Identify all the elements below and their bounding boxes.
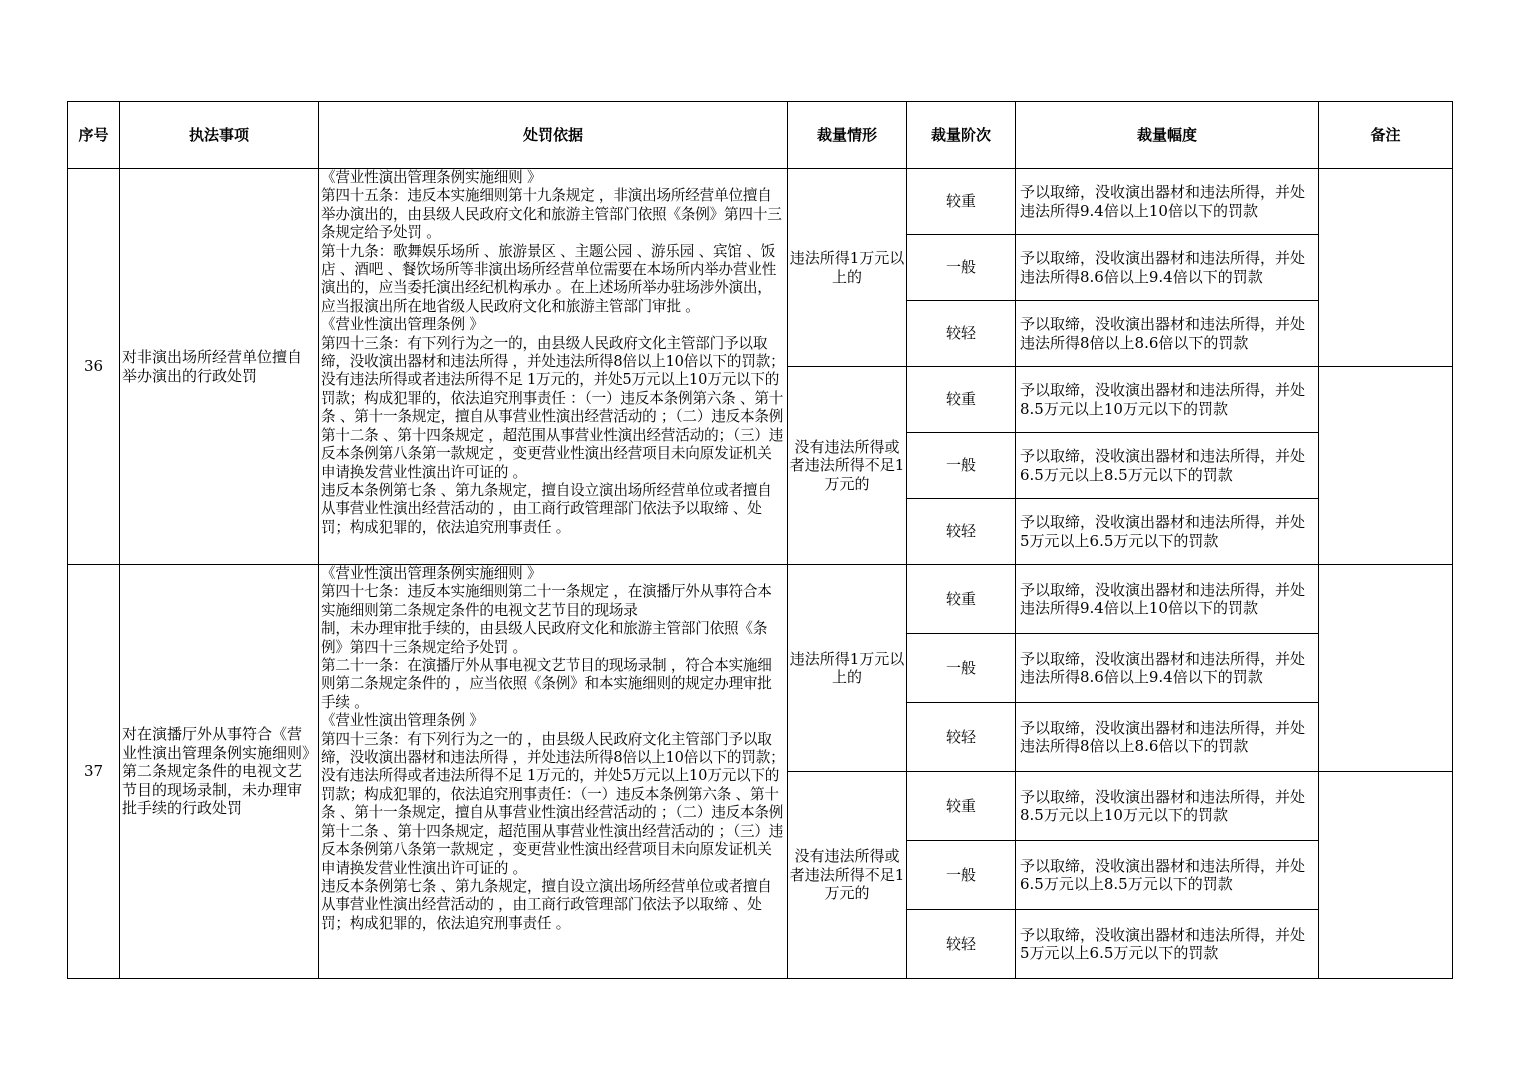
discretion-level: 较轻 [907, 910, 1016, 979]
enforcement-item: 对非演出场所经营单位擅自举办演出的行政处罚 [120, 169, 319, 565]
discretion-range: 予以取缔，没收演出器材和违法所得，并处违法所得9.4倍以上10倍以下的罚款 [1016, 169, 1319, 235]
discretion-range: 予以取缔，没收演出器材和违法所得，并处8.5万元以上10万元以下的罚款 [1016, 367, 1319, 433]
table-row [68, 169, 1453, 235]
header-range: 裁量幅度 [1016, 102, 1319, 169]
table-row [68, 565, 1453, 634]
remarks-cell [1319, 367, 1453, 565]
header-basis: 处罚依据 [319, 102, 788, 169]
discretion-level: 一般 [907, 235, 1016, 301]
discretion-level: 较重 [907, 169, 1016, 235]
discretion-range: 予以取缔，没收演出器材和违法所得，并处5万元以上6.5万元以下的罚款 [1016, 499, 1319, 565]
discretion-situation: 违法所得1万元以上的 [788, 565, 907, 772]
discretion-level: 一般 [907, 634, 1016, 703]
discretion-level: 一般 [907, 841, 1016, 910]
discretion-situation: 没有违法所得或者违法所得不足1万元的 [788, 367, 907, 565]
header-row [68, 102, 1453, 169]
discretion-range: 予以取缔，没收演出器材和违法所得，并处6.5万元以上8.5万元以下的罚款 [1016, 841, 1319, 910]
discretion-range: 予以取缔，没收演出器材和违法所得，并处6.5万元以上8.5万元以下的罚款 [1016, 433, 1319, 499]
header-situation: 裁量情形 [788, 102, 907, 169]
discretion-range: 予以取缔，没收演出器材和违法所得，并处8.5万元以上10万元以下的罚款 [1016, 772, 1319, 841]
discretion-situation: 没有违法所得或者违法所得不足1万元的 [788, 772, 907, 979]
enforcement-item: 对在演播厅外从事符合《营业性演出管理条例实施细则》第二条规定条件的电视文艺节目的现场录制，未办理审批手续的行政处罚 [120, 565, 319, 979]
header-no: 序号 [68, 102, 120, 169]
row-number: 36 [68, 169, 120, 565]
remarks-cell [1319, 565, 1453, 772]
header-level: 裁量阶次 [907, 102, 1016, 169]
discretion-level: 较重 [907, 772, 1016, 841]
discretion-level: 较轻 [907, 703, 1016, 772]
discretion-table [67, 101, 1453, 979]
discretion-range: 予以取缔，没收演出器材和违法所得，并处违法所得9.4倍以上10倍以下的罚款 [1016, 565, 1319, 634]
discretion-situation: 违法所得1万元以上的 [788, 169, 907, 367]
penalty-basis: 《营业性演出管理条例实施细则 》 第四十五条：违反本实施细则第十九条规定 ，非演出场所经营单位擅自举办演出的，由县级人民政府文化和旅游主管部门依照《条例》第四十三条规定给予处罚 。 第十九条：歌舞娱乐场所 、旅游景区 、主题公园 、游乐园 、宾馆 、饭店 、酒吧 、餐饮场所等非演出场所经营单位需要在本场所内举办营业性演出的，应当委托演出经纪机构承办 。在上述场所举办驻场涉外演出，应当报演出所在地省级人民政府文化和旅游主管部门审批 。 《营业性演出管理条例 》 第四十三条：有下列行为之一的，由县级人民政府文化主管部门予以取缔，没收演出器材和违法所得 ，并处违法所得8倍以上10倍以下的罚款；没有违法所得或者违法所得不足 1万元的，并处5万元以上10万元以下的罚款；构成犯罪的，依法追究刑事责任 ：（一）违反本条例第六条 、第十条 、第十一条规定，擅自从事营业性演出经营活动的 ；（二）违反本条例第十二条 、第十四条规定 ，超范围从事营业性演出经营活动的；（三）违反本条例第八条第一款规定 ，变更营业性演出经营项目未向原发证机关申请换发营业性演出许可证的 。 违反本条例第七条 、第九条规定，擅自设立演出场所经营单位或者擅自从事营业性演出经营活动的 ，由工商行政管理部门依法予以取缔 、处罚；构成犯罪的，依法追究刑事责任 。 [319, 169, 788, 565]
row-number: 37 [68, 565, 120, 979]
discretion-range: 予以取缔，没收演出器材和违法所得，并处违法所得8倍以上8.6倍以下的罚款 [1016, 703, 1319, 772]
penalty-basis: 《营业性演出管理条例实施细则 》 第四十七条：违反本实施细则第二十一条规定 ，在演播厅外从事符合本实施细则第二条规定条件的电视文艺节目的现场录 制，未办理审批手续的，由县级人民政府文化和旅游主管部门依照《条例》第四十三条规定给予处罚 。 第二十一条：在演播厅外从事电视文艺节目的现场录制 ，符合本实施细则第二条规定条件的 ，应当依照《条例》和本实施细则的规定办理审批手续 。 《营业性演出管理条例 》 第四十三条：有下列行为之一的 ，由县级人民政府文化主管部门予以取缔，没收演出器材和违法所得 ，并处违法所得8倍以上10倍以下的罚款；没有违法所得或者违法所得不足 1万元的，并处5万元以上10万元以下的罚款；构成犯罪的，依法追究刑事责任：（一）违反本条例第六条 、第十条 、第十一条规定，擅自从事营业性演出经营活动的 ；（二）违反本条例第十二条 、第十四条规定，超范围从事营业性演出经营活动的 ；（三）违反本条例第八条第一款规定 ，变更营业性演出经营项目未向原发证机关申请换发营业性演出许可证的 。 违反本条例第七条 、第九条规定，擅自设立演出场所经营单位或者擅自从事营业性演出经营活动的 ，由工商行政管理部门依法予以取缔 、处罚；构成犯罪的，依法追究刑事责任 。 [319, 565, 788, 979]
discretion-level: 较重 [907, 367, 1016, 433]
remarks-cell [1319, 772, 1453, 979]
discretion-level: 较重 [907, 565, 1016, 634]
discretion-range: 予以取缔，没收演出器材和违法所得，并处违法所得8.6倍以上9.4倍以下的罚款 [1016, 634, 1319, 703]
discretion-level: 较轻 [907, 301, 1016, 367]
header-item: 执法事项 [120, 102, 319, 169]
header-remarks: 备注 [1319, 102, 1453, 169]
remarks-cell [1319, 169, 1453, 367]
discretion-range: 予以取缔，没收演出器材和违法所得，并处违法所得8.6倍以上9.4倍以下的罚款 [1016, 235, 1319, 301]
discretion-range: 予以取缔，没收演出器材和违法所得，并处5万元以上6.5万元以下的罚款 [1016, 910, 1319, 979]
discretion-level: 较轻 [907, 499, 1016, 565]
discretion-range: 予以取缔，没收演出器材和违法所得，并处违法所得8倍以上8.6倍以下的罚款 [1016, 301, 1319, 367]
discretion-level: 一般 [907, 433, 1016, 499]
